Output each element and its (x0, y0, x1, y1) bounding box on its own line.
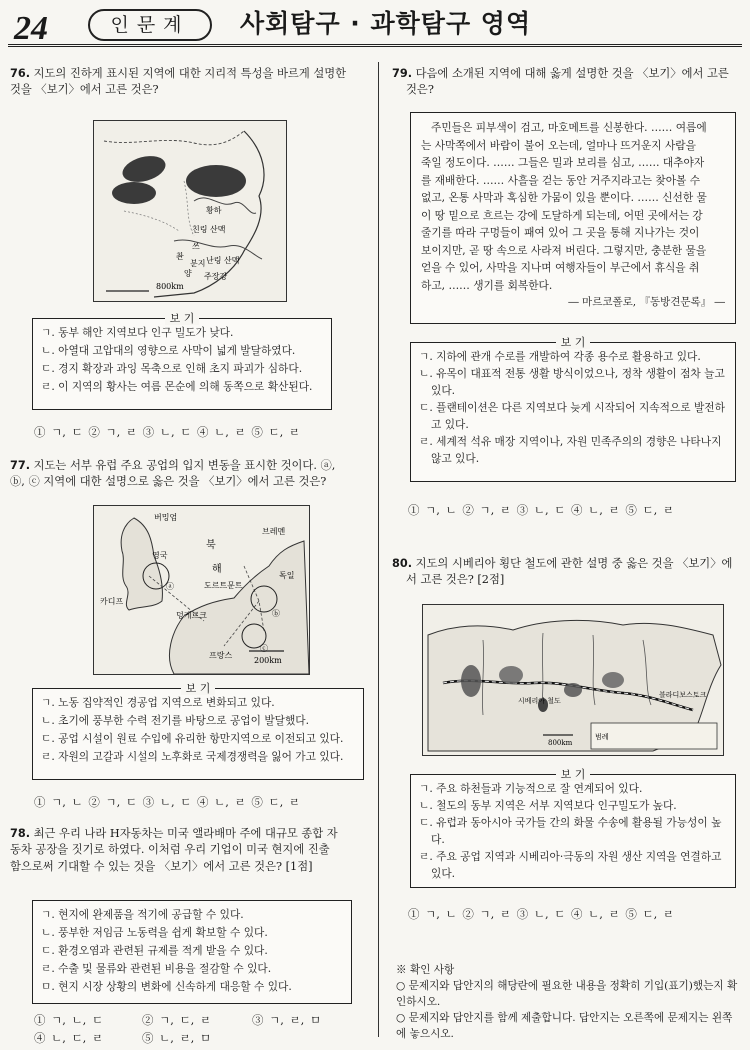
scale-label: 200km (254, 656, 282, 665)
q77-bogi-box (32, 682, 364, 780)
border-line (104, 131, 244, 145)
bogi-item: ㄱ. 동부 해안 지역보다 인구 밀도가 낮다. (41, 326, 234, 339)
bogi-item: ㄷ. 플랜테이션은 다른 지역보다 늦게 시작되어 지속적으로 발전하고 있다. (419, 401, 725, 431)
bogi-item: ㄹ. 이 지역의 황사는 여름 몬순에 의해 동쪽으로 확산된다. (41, 380, 313, 393)
column-divider (378, 62, 379, 1037)
bogi-item: ㄴ. 풍부한 저임금 노동력을 쉽게 확보할 수 있다. (41, 926, 268, 939)
question-80 (392, 556, 742, 589)
map-label: ⓑ (272, 609, 280, 618)
bogi-item: ㄹ. 수출 및 물류와 관련된 비용을 절감할 수 있다. (41, 962, 272, 975)
bogi-item: ㄷ. 환경오염과 관련된 규제를 적게 받을 수 있다. (41, 944, 268, 957)
bogi-item: ㄴ. 유목이 대표적 전통 생활 방식이었으나, 정착 생활이 점차 늘고 있다. (419, 367, 725, 397)
map-label: ⓒ (260, 644, 268, 653)
map-label: 분지 (190, 259, 206, 268)
passage-line: 줄기를 따라 구멍들이 패여 있어 그 곳을 통해 지나가는 것이 (421, 226, 700, 239)
shaded-region (112, 182, 156, 204)
question-76 (10, 66, 372, 99)
map-label: 난링 산맥 (206, 256, 240, 265)
resource-area (499, 666, 523, 684)
europe-map (93, 505, 310, 675)
note-item: ○ 문제지와 답안지의 해당란에 필요한 내용을 정확히 기입(표기)했는지 확인하시오. (396, 980, 738, 1008)
question-text: 지도의 시베리아 횡단 철도에 관한 설명 중 옳은 것을 〈보기〉에 (415, 557, 733, 570)
map-label: 프랑스 (209, 651, 233, 660)
q76-choices: ① ㄱ, ㄷ ② ㄱ, ㄹ ③ ㄴ, ㄷ ④ ㄴ, ㄹ ⑤ ㄷ, ㄹ (34, 425, 301, 439)
bogi-item: ㄴ. 아열대 고압대의 영향으로 사막이 넓게 발달하였다. (41, 344, 296, 357)
continent-outline (169, 541, 309, 674)
resource-area (602, 672, 624, 688)
passage-line: 는 사막쪽에서 바람이 불어 오는데, 얼마나 뜨거운지 사람을 (421, 138, 696, 152)
question-number: 76. (10, 67, 31, 80)
map-label: 양 (184, 269, 192, 278)
notes (396, 962, 740, 1042)
passage-line: 죽일 정도이다. …… 그들은 밀과 보리를 심고, …… 대추야자 (421, 156, 705, 169)
passage-source: ― 마르코폴로, 『동방견문록』 ― (568, 296, 725, 308)
bogi-item: ㅁ. 현지 시장 상황의 변화에 신속하게 대응할 수 있다. (41, 980, 292, 993)
header-rule (8, 44, 742, 47)
question-text: 최근 우리 나라 H자동차는 미국 앨라배마 주에 대규모 종합 자 (33, 827, 338, 840)
china-map (93, 120, 287, 302)
map-label: 독일 (279, 571, 295, 580)
question-text: 함으로써 기대할 수 있는 것을 〈보기〉에서 고른 것은? [1점] (10, 859, 313, 873)
map-label: 쓰 (192, 242, 200, 251)
resource-area (564, 683, 582, 697)
question-number: 80. (392, 557, 413, 570)
question-text: 서 고른 것은? [2점] (406, 573, 505, 587)
question-text: 동차 공장을 짓기로 하였다. 이처럼 우리 기업이 미국 현지에 진출 (10, 843, 330, 857)
bogi-item: ㄱ. 주요 하천들과 기능적으로 잘 연계되어 있다. (419, 782, 643, 795)
map-label: 친링 산맥 (192, 225, 226, 234)
passage-line: 이 땅 밑으로 흐르는 강에 도달하게 되는데, 어떤 곳에서는 강 (421, 208, 703, 222)
question-text: 지도의 진하게 표시된 지역에 대한 지리적 특성을 바르게 설명한 (33, 67, 347, 80)
map-label: 촨 (176, 252, 184, 261)
bogi-item: ㄱ. 현지에 완제품을 적기에 공급할 수 있다. (41, 908, 244, 921)
map-label: 도르트문트 (204, 581, 243, 590)
bogi-item: ㄴ. 초기에 풍부한 수력 전기를 바탕으로 공업이 발달했다. (41, 714, 310, 727)
scale-label: 800km (156, 282, 184, 291)
bogi-item: ㄹ. 세계적 석유 매장 지역이나, 자원 민족주의의 경향은 나타나지 않고 있다. (419, 435, 722, 465)
passage-line: 없고, 온통 사막과 혹심한 가뭄이 있을 뿐이다. …… 신선한 물 (421, 191, 707, 204)
passage-line: 하고, …… 생기를 회복한다. (421, 278, 553, 292)
map-label: 카디프 (100, 597, 124, 606)
question-text: 것을 〈보기〉에서 고른 것은? (10, 83, 159, 97)
river-huang (194, 198, 256, 213)
map-label: 주장강 (204, 272, 228, 281)
bogi-item: ㄹ. 자원의 고갈과 시설의 노후화로 국제경쟁력을 잃어 가고 있다. (41, 750, 344, 763)
page-number: 24 (14, 10, 48, 47)
map-label: 덩케르크 (176, 611, 207, 620)
uk-outline (121, 518, 162, 610)
map-label: 황하 (206, 206, 222, 215)
box-label: 보 기 (181, 682, 216, 695)
q80-choices: ① ㄱ, ㄴ ② ㄱ, ㄹ ③ ㄴ, ㄷ ④ ㄴ, ㄹ ⑤ ㄷ, ㄹ (408, 907, 675, 921)
q78-bogi-box (32, 900, 352, 1004)
passage-line: 주민들은 피부색이 검고, 마호메트를 신봉한다. …… 여름에 (431, 121, 707, 134)
note-item: ○ 문제지와 답안지를 함께 제출합니다. 답안지는 오른쪽에 문제지는 왼쪽에 놓으시오. (396, 1012, 733, 1040)
question-78 (10, 826, 372, 875)
bogi-item: ㄷ. 공업 시설이 원료 수입에 유리한 항만지역으로 이전되고 있다. (41, 732, 344, 745)
q79-bogi-box (410, 336, 736, 482)
question-number: 77. (10, 459, 31, 472)
q80-bogi-box (410, 768, 736, 888)
question-text: 것은? (406, 83, 434, 97)
notes-title: ※ 확인 사항 (396, 964, 455, 976)
question-79 (392, 66, 742, 99)
q77-choices: ① ㄱ, ㄴ ② ㄱ, ㄷ ③ ㄴ, ㄷ ④ ㄴ, ㄹ ⑤ ㄷ, ㄹ (34, 795, 301, 809)
bogi-item: ㄷ. 경지 확장과 과잉 목축으로 인해 초지 파괴가 심하다. (41, 362, 303, 375)
choice: ③ ㄱ, ㄹ, ㅁ (252, 1013, 322, 1027)
siberia-map (422, 604, 724, 756)
page-title: 사회탐구 · 과학탐구 영역 (240, 9, 532, 38)
map-label: 블라디보스토크 (659, 691, 707, 699)
box-label: 보 기 (556, 336, 591, 349)
map-label: 시베리아 철도 (518, 697, 561, 705)
q76-bogi-box (32, 312, 332, 410)
question-text: 지도는 서부 유럽 주요 공업의 입지 변동을 표시한 것이다. ⓐ, (33, 459, 336, 472)
bogi-item: ㄱ. 노동 집약적인 경공업 지역으로 변화되고 있다. (41, 696, 275, 709)
map-label: 영국 (152, 551, 168, 560)
shaded-region (186, 165, 246, 197)
map-label: 해 (212, 564, 222, 575)
passage-line: 얻을 수 있어, 사막을 지나며 여행자들이 부근에서 휴식을 취 (421, 261, 700, 274)
shaded-region (120, 152, 169, 187)
bogi-item: ㄱ. 지하에 관개 수로를 개발하여 각종 용수로 활용하고 있다. (419, 350, 701, 363)
map-label: 브레멘 (262, 527, 286, 536)
choice: ④ ㄴ, ㄷ, ㄹ (34, 1031, 104, 1045)
passage-line: 를 재배한다. …… 사흘을 걷는 동안 거주지라고는 찾아볼 수 (421, 173, 701, 187)
resource-area (461, 665, 481, 697)
scale-label: 800km (548, 739, 573, 747)
question-text: ⓑ, ⓒ 지역에 대한 설명으로 옳은 것을 〈보기〉에서 고른 것은? (10, 475, 327, 489)
choice: ① ㄱ, ㄴ, ㄷ (34, 1013, 104, 1027)
choice: ② ㄱ, ㄷ, ㄹ (142, 1013, 212, 1027)
page-header (8, 4, 742, 47)
bogi-item: ㄴ. 철도의 동부 지역은 서부 지역보다 인구밀도가 높다. (419, 799, 677, 812)
bogi-item: ㄹ. 주요 공업 지역과 시베리아·극동의 자원 생산 지역을 연결하고 있다. (419, 850, 722, 880)
legend-box (591, 723, 717, 749)
box-label: 보 기 (556, 768, 591, 781)
q79-passage-box (410, 112, 736, 324)
passage-line: 보이지만, 곧 땅 속으로 사라져 버린다. 그렇지만, 충분한 물을 (421, 243, 707, 257)
map-label: 북 (206, 540, 216, 551)
section-badge: 인문계 (88, 9, 212, 41)
box-label: 보 기 (165, 312, 200, 325)
question-77 (10, 458, 372, 491)
bogi-item: ㄷ. 유럽과 동아시아 국가들 간의 화물 수송에 활용될 가능성이 높다. (419, 816, 722, 846)
choice: ⑤ ㄴ, ㄹ, ㅁ (142, 1031, 212, 1045)
question-number: 79. (392, 67, 413, 80)
map-label: ⓐ (166, 582, 174, 591)
q79-choices: ① ㄱ, ㄴ ② ㄱ, ㄹ ③ ㄴ, ㄷ ④ ㄴ, ㄹ ⑤ ㄷ, ㄹ (408, 503, 675, 517)
question-text: 다음에 소개된 지역에 대해 옳게 설명한 것을 〈보기〉에서 고른 (415, 67, 729, 80)
map-label: 버밍엄 (154, 513, 178, 522)
question-number: 78. (10, 827, 31, 840)
legend-title: 범례 (595, 733, 609, 741)
